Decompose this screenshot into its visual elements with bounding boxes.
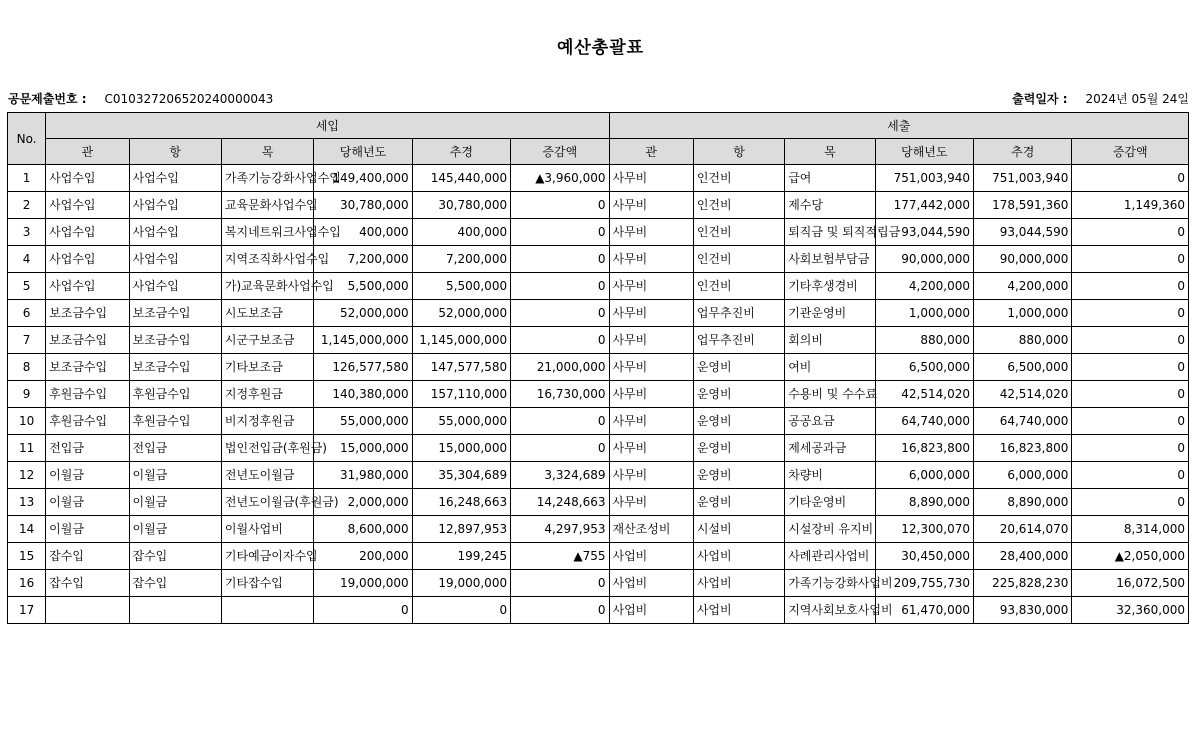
- revenue-mok-cell: 이월사업비: [221, 516, 313, 543]
- table-body: [8, 165, 1189, 624]
- expense-gwan-cell: 사무비: [609, 381, 693, 408]
- expense-mok-cell: 가족기능강화사업비: [785, 570, 875, 597]
- revenue-mok-cell: 지역조직화사업수입: [221, 246, 313, 273]
- expense-supplementary-cell: 8,890,000: [974, 489, 1072, 516]
- table-row: [8, 408, 1189, 435]
- row-no-cell: 16: [8, 570, 46, 597]
- revenue-current-year-cell: 55,000,000: [314, 408, 412, 435]
- revenue-change-cell: 3,324,689: [511, 462, 609, 489]
- revenue-hang-cell: 후원금수입: [129, 408, 221, 435]
- expense-gwan-cell: 사무비: [609, 489, 693, 516]
- expense-current-year-cell: 880,000: [875, 327, 973, 354]
- revenue-hang-cell: 후원금수입: [129, 381, 221, 408]
- expense-mok-cell: 사례관리사업비: [785, 543, 875, 570]
- document-number-value: C010327206520240000043: [104, 92, 274, 106]
- revenue-mok-cell: 가)교육문화사업수입: [221, 273, 313, 300]
- revenue-gwan-cell: 보조금수입: [46, 354, 129, 381]
- expense-gwan-cell: 사무비: [609, 300, 693, 327]
- revenue-mok-cell: 교육문화사업수입: [221, 192, 313, 219]
- revenue-mok-cell: 기타예금이자수입: [221, 543, 313, 570]
- header-expense-hang: 항: [693, 139, 784, 165]
- expense-supplementary-cell: 42,514,020: [974, 381, 1072, 408]
- revenue-mok-cell: 가족기능강화사업수입: [221, 165, 313, 192]
- row-no-cell: 7: [8, 327, 46, 354]
- expense-hang-cell: 운영비: [693, 408, 784, 435]
- row-no-cell: 2: [8, 192, 46, 219]
- expense-change-cell: 8,314,000: [1072, 516, 1189, 543]
- table-row: [8, 462, 1189, 489]
- revenue-current-year-cell: 30,780,000: [314, 192, 412, 219]
- revenue-hang-cell: 잡수입: [129, 570, 221, 597]
- revenue-current-year-cell: 1,145,000,000: [314, 327, 412, 354]
- expense-current-year-cell: 751,003,940: [875, 165, 973, 192]
- header-expense-supplementary: 추경: [974, 139, 1072, 165]
- expense-current-year-cell: 61,470,000: [875, 597, 973, 624]
- expense-hang-cell: 운영비: [693, 354, 784, 381]
- revenue-hang-cell: 보조금수입: [129, 354, 221, 381]
- revenue-change-cell: 0: [511, 597, 609, 624]
- expense-change-cell: 0: [1072, 408, 1189, 435]
- table-row: [8, 273, 1189, 300]
- table-row: [8, 246, 1189, 273]
- revenue-supplementary-cell: 52,000,000: [412, 300, 510, 327]
- expense-current-year-cell: 42,514,020: [875, 381, 973, 408]
- expense-mok-cell: 수용비 및 수수료: [785, 381, 875, 408]
- row-no-cell: 5: [8, 273, 46, 300]
- expense-gwan-cell: 사업비: [609, 597, 693, 624]
- expense-gwan-cell: 사무비: [609, 408, 693, 435]
- expense-hang-cell: 사업비: [693, 543, 784, 570]
- expense-mok-cell: 제세공과금: [785, 435, 875, 462]
- expense-mok-cell: 차량비: [785, 462, 875, 489]
- expense-hang-cell: 인건비: [693, 273, 784, 300]
- table-row: [8, 570, 1189, 597]
- revenue-mok-cell: 비지정후원금: [221, 408, 313, 435]
- table-row: [8, 516, 1189, 543]
- expense-change-cell: 0: [1072, 354, 1189, 381]
- revenue-supplementary-cell: 1,145,000,000: [412, 327, 510, 354]
- revenue-mok-cell: [221, 597, 313, 624]
- row-no-cell: 13: [8, 489, 46, 516]
- revenue-current-year-cell: 140,380,000: [314, 381, 412, 408]
- expense-gwan-cell: 재산조성비: [609, 516, 693, 543]
- expense-hang-cell: 인건비: [693, 165, 784, 192]
- revenue-hang-cell: 사업수입: [129, 192, 221, 219]
- table-header: [8, 113, 1189, 165]
- revenue-supplementary-cell: 7,200,000: [412, 246, 510, 273]
- expense-gwan-cell: 사업비: [609, 543, 693, 570]
- expense-current-year-cell: 6,500,000: [875, 354, 973, 381]
- print-date-label: 출력일자 :: [1012, 92, 1068, 106]
- row-no-cell: 15: [8, 543, 46, 570]
- expense-hang-cell: 시설비: [693, 516, 784, 543]
- expense-hang-cell: 운영비: [693, 489, 784, 516]
- header-revenue-hang: 항: [129, 139, 221, 165]
- revenue-hang-cell: 사업수입: [129, 165, 221, 192]
- expense-hang-cell: 사업비: [693, 597, 784, 624]
- revenue-gwan-cell: 이월금: [46, 462, 129, 489]
- row-no-cell: 12: [8, 462, 46, 489]
- revenue-change-cell: 0: [511, 408, 609, 435]
- row-no-cell: 6: [8, 300, 46, 327]
- print-date-value: 2024년 05월 24일: [1085, 92, 1189, 106]
- row-no-cell: 3: [8, 219, 46, 246]
- revenue-gwan-cell: 이월금: [46, 489, 129, 516]
- expense-supplementary-cell: 4,200,000: [974, 273, 1072, 300]
- header-revenue-supplementary: 추경: [412, 139, 510, 165]
- expense-supplementary-cell: 225,828,230: [974, 570, 1072, 597]
- expense-mok-cell: 회의비: [785, 327, 875, 354]
- expense-supplementary-cell: 6,500,000: [974, 354, 1072, 381]
- expense-gwan-cell: 사무비: [609, 165, 693, 192]
- revenue-gwan-cell: 후원금수입: [46, 381, 129, 408]
- revenue-mok-cell: 법인전입금(후원금): [221, 435, 313, 462]
- expense-mok-cell: 지역사회보호사업비: [785, 597, 875, 624]
- expense-mok-cell: 기관운영비: [785, 300, 875, 327]
- expense-mok-cell: 사회보험부담금: [785, 246, 875, 273]
- expense-current-year-cell: 64,740,000: [875, 408, 973, 435]
- expense-supplementary-cell: 64,740,000: [974, 408, 1072, 435]
- revenue-mok-cell: 시군구보조금: [221, 327, 313, 354]
- expense-current-year-cell: 12,300,070: [875, 516, 973, 543]
- header-expense-change: 증감액: [1072, 139, 1189, 165]
- expense-mok-cell: 공공요금: [785, 408, 875, 435]
- row-no-cell: 9: [8, 381, 46, 408]
- header-revenue-group: 세입: [46, 113, 609, 139]
- revenue-change-cell: 14,248,663: [511, 489, 609, 516]
- revenue-current-year-cell: 126,577,580: [314, 354, 412, 381]
- expense-mok-cell: 제수당: [785, 192, 875, 219]
- expense-hang-cell: 인건비: [693, 246, 784, 273]
- expense-supplementary-cell: 93,830,000: [974, 597, 1072, 624]
- expense-change-cell: 0: [1072, 327, 1189, 354]
- revenue-gwan-cell: 보조금수입: [46, 327, 129, 354]
- revenue-change-cell: 0: [511, 219, 609, 246]
- revenue-supplementary-cell: 5,500,000: [412, 273, 510, 300]
- revenue-gwan-cell: 보조금수입: [46, 300, 129, 327]
- revenue-gwan-cell: 사업수입: [46, 219, 129, 246]
- expense-supplementary-cell: 6,000,000: [974, 462, 1072, 489]
- expense-gwan-cell: 사무비: [609, 462, 693, 489]
- expense-gwan-cell: 사무비: [609, 246, 693, 273]
- expense-supplementary-cell: 178,591,360: [974, 192, 1072, 219]
- header-expense-group: 세출: [609, 113, 1189, 139]
- expense-change-cell: 32,360,000: [1072, 597, 1189, 624]
- revenue-gwan-cell: 사업수입: [46, 246, 129, 273]
- expense-change-cell: 0: [1072, 246, 1189, 273]
- page-title: 예산총괄표: [556, 38, 645, 58]
- expense-change-cell: 0: [1072, 381, 1189, 408]
- expense-supplementary-cell: 16,823,800: [974, 435, 1072, 462]
- document-number: [8, 90, 273, 107]
- row-no-cell: 8: [8, 354, 46, 381]
- revenue-gwan-cell: 잡수입: [46, 570, 129, 597]
- revenue-current-year-cell: 31,980,000: [314, 462, 412, 489]
- revenue-supplementary-cell: 35,304,689: [412, 462, 510, 489]
- revenue-supplementary-cell: 15,000,000: [412, 435, 510, 462]
- revenue-change-cell: ▲755: [511, 543, 609, 570]
- document-number-label: 공문제출번호 :: [8, 92, 87, 106]
- revenue-supplementary-cell: 400,000: [412, 219, 510, 246]
- revenue-gwan-cell: 사업수입: [46, 273, 129, 300]
- revenue-hang-cell: 보조금수입: [129, 327, 221, 354]
- expense-supplementary-cell: 20,614,070: [974, 516, 1072, 543]
- table-row: [8, 597, 1189, 624]
- expense-current-year-cell: 93,044,590: [875, 219, 973, 246]
- revenue-change-cell: 0: [511, 273, 609, 300]
- revenue-supplementary-cell: 30,780,000: [412, 192, 510, 219]
- expense-hang-cell: 인건비: [693, 192, 784, 219]
- expense-gwan-cell: 사무비: [609, 327, 693, 354]
- header-group-row: [8, 113, 1189, 139]
- table-row: [8, 300, 1189, 327]
- header-revenue-change: 증감액: [511, 139, 609, 165]
- revenue-hang-cell: 사업수입: [129, 219, 221, 246]
- table-row: [8, 381, 1189, 408]
- revenue-change-cell: 0: [511, 246, 609, 273]
- table-row: [8, 192, 1189, 219]
- expense-mok-cell: 기타후생경비: [785, 273, 875, 300]
- revenue-mok-cell: 기타보조금: [221, 354, 313, 381]
- table-row: [8, 354, 1189, 381]
- revenue-current-year-cell: 400,000: [314, 219, 412, 246]
- revenue-hang-cell: 이월금: [129, 489, 221, 516]
- header-revenue-gwan: 관: [46, 139, 129, 165]
- revenue-change-cell: 21,000,000: [511, 354, 609, 381]
- revenue-hang-cell: 사업수입: [129, 246, 221, 273]
- table-row: [8, 219, 1189, 246]
- revenue-current-year-cell: 52,000,000: [314, 300, 412, 327]
- revenue-change-cell: ▲3,960,000: [511, 165, 609, 192]
- expense-gwan-cell: 사업비: [609, 570, 693, 597]
- table-row: [8, 165, 1189, 192]
- expense-current-year-cell: 16,823,800: [875, 435, 973, 462]
- expense-gwan-cell: 사무비: [609, 273, 693, 300]
- expense-change-cell: 1,149,360: [1072, 192, 1189, 219]
- row-no-cell: 17: [8, 597, 46, 624]
- expense-change-cell: ▲2,050,000: [1072, 543, 1189, 570]
- expense-mok-cell: 여비: [785, 354, 875, 381]
- expense-hang-cell: 운영비: [693, 435, 784, 462]
- row-no-cell: 11: [8, 435, 46, 462]
- revenue-hang-cell: 잡수입: [129, 543, 221, 570]
- expense-mok-cell: 급여: [785, 165, 875, 192]
- revenue-gwan-cell: 전입금: [46, 435, 129, 462]
- expense-current-year-cell: 209,755,730: [875, 570, 973, 597]
- revenue-supplementary-cell: 16,248,663: [412, 489, 510, 516]
- expense-change-cell: 0: [1072, 273, 1189, 300]
- revenue-change-cell: 0: [511, 435, 609, 462]
- expense-supplementary-cell: 1,000,000: [974, 300, 1072, 327]
- revenue-current-year-cell: 0: [314, 597, 412, 624]
- revenue-change-cell: 0: [511, 192, 609, 219]
- row-no-cell: 14: [8, 516, 46, 543]
- revenue-mok-cell: 전년도이월금(후원금): [221, 489, 313, 516]
- expense-supplementary-cell: 90,000,000: [974, 246, 1072, 273]
- expense-hang-cell: 운영비: [693, 462, 784, 489]
- expense-gwan-cell: 사무비: [609, 354, 693, 381]
- revenue-change-cell: 0: [511, 570, 609, 597]
- table-row: [8, 327, 1189, 354]
- expense-gwan-cell: 사무비: [609, 192, 693, 219]
- expense-mok-cell: 기타운영비: [785, 489, 875, 516]
- table-row: [8, 435, 1189, 462]
- revenue-hang-cell: [129, 597, 221, 624]
- revenue-mok-cell: 시도보조금: [221, 300, 313, 327]
- revenue-supplementary-cell: 0: [412, 597, 510, 624]
- revenue-supplementary-cell: 147,577,580: [412, 354, 510, 381]
- expense-supplementary-cell: 880,000: [974, 327, 1072, 354]
- expense-change-cell: 0: [1072, 300, 1189, 327]
- row-no-cell: 1: [8, 165, 46, 192]
- revenue-mok-cell: 전년도이월금: [221, 462, 313, 489]
- revenue-current-year-cell: 19,000,000: [314, 570, 412, 597]
- expense-change-cell: 0: [1072, 435, 1189, 462]
- expense-change-cell: 0: [1072, 219, 1189, 246]
- revenue-change-cell: 0: [511, 300, 609, 327]
- expense-current-year-cell: 1,000,000: [875, 300, 973, 327]
- expense-change-cell: 0: [1072, 462, 1189, 489]
- header-expense-mok: 목: [785, 139, 875, 165]
- revenue-mok-cell: 복지네트워크사업수입: [221, 219, 313, 246]
- revenue-supplementary-cell: 199,245: [412, 543, 510, 570]
- revenue-current-year-cell: 149,400,000: [314, 165, 412, 192]
- revenue-supplementary-cell: 145,440,000: [412, 165, 510, 192]
- revenue-hang-cell: 이월금: [129, 462, 221, 489]
- expense-hang-cell: 운영비: [693, 381, 784, 408]
- revenue-hang-cell: 전입금: [129, 435, 221, 462]
- expense-current-year-cell: 8,890,000: [875, 489, 973, 516]
- table-row: [8, 543, 1189, 570]
- revenue-current-year-cell: 7,200,000: [314, 246, 412, 273]
- revenue-supplementary-cell: 19,000,000: [412, 570, 510, 597]
- revenue-change-cell: 4,297,953: [511, 516, 609, 543]
- revenue-mok-cell: 기타잡수입: [221, 570, 313, 597]
- revenue-change-cell: 0: [511, 327, 609, 354]
- expense-gwan-cell: 사무비: [609, 219, 693, 246]
- expense-supplementary-cell: 751,003,940: [974, 165, 1072, 192]
- expense-hang-cell: 업무추진비: [693, 327, 784, 354]
- revenue-gwan-cell: 이월금: [46, 516, 129, 543]
- budget-table: [7, 112, 1189, 624]
- expense-current-year-cell: 90,000,000: [875, 246, 973, 273]
- revenue-gwan-cell: [46, 597, 129, 624]
- header-expense-current-year: 당해년도: [875, 139, 973, 165]
- revenue-change-cell: 16,730,000: [511, 381, 609, 408]
- expense-mok-cell: 퇴직금 및 퇴직적립금: [785, 219, 875, 246]
- expense-change-cell: 0: [1072, 165, 1189, 192]
- expense-current-year-cell: 6,000,000: [875, 462, 973, 489]
- revenue-gwan-cell: 사업수입: [46, 165, 129, 192]
- revenue-current-year-cell: 200,000: [314, 543, 412, 570]
- expense-hang-cell: 업무추진비: [693, 300, 784, 327]
- revenue-current-year-cell: 8,600,000: [314, 516, 412, 543]
- revenue-hang-cell: 사업수입: [129, 273, 221, 300]
- revenue-hang-cell: 보조금수입: [129, 300, 221, 327]
- header-revenue-current-year: 당해년도: [314, 139, 412, 165]
- revenue-current-year-cell: 15,000,000: [314, 435, 412, 462]
- expense-mok-cell: 시설장비 유지비: [785, 516, 875, 543]
- table-row: [8, 489, 1189, 516]
- expense-hang-cell: 인건비: [693, 219, 784, 246]
- revenue-hang-cell: 이월금: [129, 516, 221, 543]
- revenue-supplementary-cell: 55,000,000: [412, 408, 510, 435]
- print-date: [1012, 90, 1189, 107]
- expense-current-year-cell: 4,200,000: [875, 273, 973, 300]
- revenue-supplementary-cell: 157,110,000: [412, 381, 510, 408]
- revenue-current-year-cell: 2,000,000: [314, 489, 412, 516]
- header-columns-row: [8, 139, 1189, 165]
- header-expense-gwan: 관: [609, 139, 693, 165]
- row-no-cell: 10: [8, 408, 46, 435]
- expense-supplementary-cell: 28,400,000: [974, 543, 1072, 570]
- header-no: No.: [8, 113, 46, 165]
- expense-current-year-cell: 30,450,000: [875, 543, 973, 570]
- revenue-gwan-cell: 후원금수입: [46, 408, 129, 435]
- revenue-gwan-cell: 잡수입: [46, 543, 129, 570]
- expense-current-year-cell: 177,442,000: [875, 192, 973, 219]
- revenue-mok-cell: 지정후원금: [221, 381, 313, 408]
- expense-hang-cell: 사업비: [693, 570, 784, 597]
- expense-change-cell: 16,072,500: [1072, 570, 1189, 597]
- header-revenue-mok: 목: [221, 139, 313, 165]
- row-no-cell: 4: [8, 246, 46, 273]
- revenue-supplementary-cell: 12,897,953: [412, 516, 510, 543]
- expense-change-cell: 0: [1072, 489, 1189, 516]
- expense-supplementary-cell: 93,044,590: [974, 219, 1072, 246]
- expense-gwan-cell: 사무비: [609, 435, 693, 462]
- revenue-current-year-cell: 5,500,000: [314, 273, 412, 300]
- revenue-gwan-cell: 사업수입: [46, 192, 129, 219]
